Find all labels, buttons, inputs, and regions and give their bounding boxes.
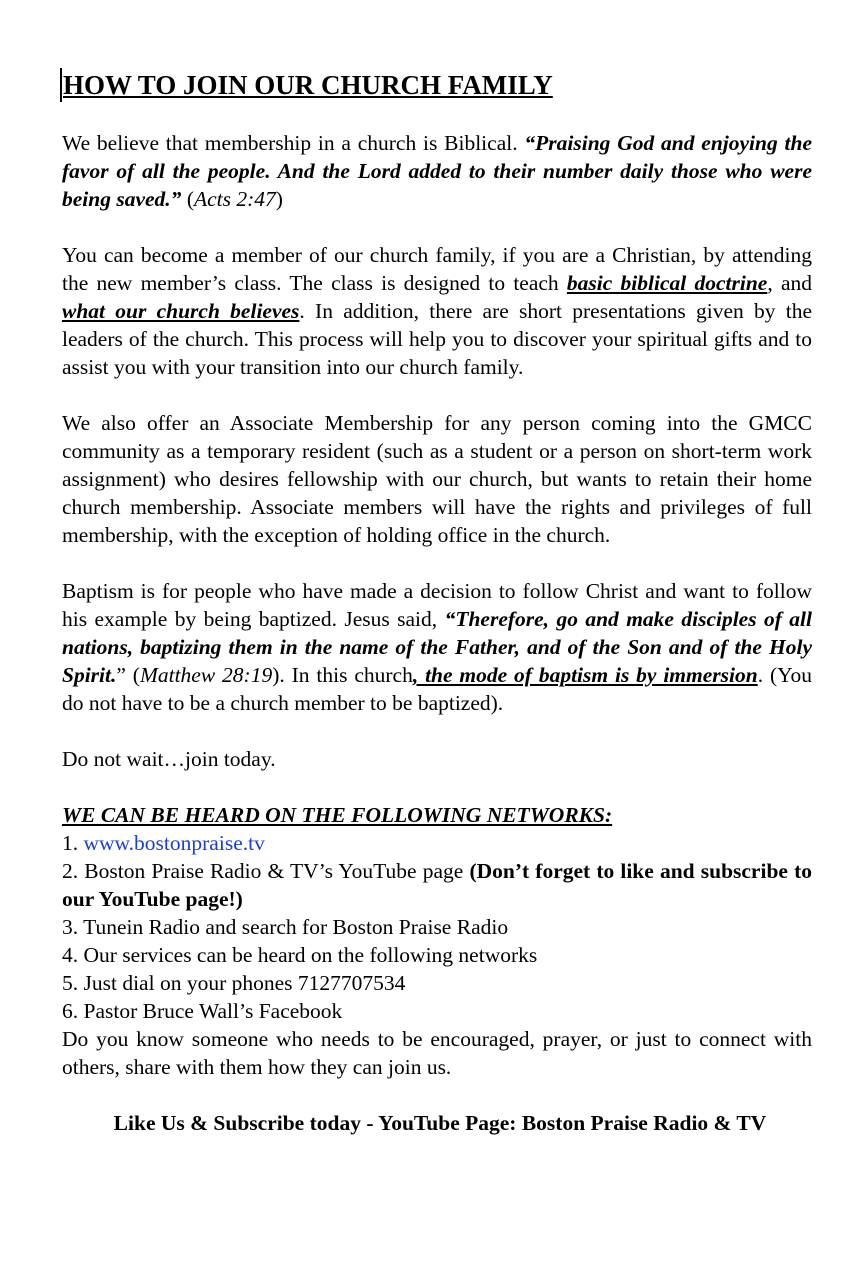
p1-ref-open: (: [181, 187, 194, 211]
network-item-5: 5. Just dial on your phones 7127707534: [62, 971, 406, 995]
p1-intro: We believe that membership in a church is Biblical.: [62, 131, 525, 155]
networks-closing: Do you know someone who needs to be encouraged, prayer, or just to connect with others, share with them how they can join us.: [62, 1027, 812, 1079]
network-item-3: 3. Tunein Radio and search for Boston Praise Radio: [62, 915, 509, 939]
footer-callout: Like Us & Subscribe today - YouTube Page: Boston Praise Radio & TV: [113, 1111, 767, 1135]
network-item-4: 4. Our services can be heard on the following networks: [62, 943, 538, 967]
p1-ref-close: ): [275, 187, 283, 211]
paragraph-join-today: Do not wait…join today.: [62, 747, 276, 771]
paragraph-membership-biblical: [62, 129, 812, 213]
network-item-6: 6. Pastor Bruce Wall’s Facebook: [62, 999, 343, 1023]
page-title: HOW TO JOIN OUR CHURCH FAMILY: [60, 68, 553, 102]
p2-basic-doctrine: basic biblical doctrine: [566, 271, 768, 295]
networks-list: [62, 829, 812, 1081]
p4-text-2: ). In this church: [272, 663, 413, 687]
p2-what-we-believe: what our church believes: [62, 299, 300, 323]
p4-text-3: . (You do not have to be a church member to be baptized).: [62, 663, 812, 715]
paragraph-new-member-class: [62, 241, 812, 381]
p4-mode-of-baptism: , the mode of baptism is by immersion: [412, 663, 758, 687]
website-link[interactable]: www.bostonpraise.tv: [83, 831, 265, 855]
p2-text-3: . In addition, there are short presentations given by the leaders of the church. This process will help you to discover your spiritual gifts and to assist you with your transition into our church family.: [62, 299, 813, 379]
network-item-1-number: 1.: [62, 831, 84, 855]
p2-text-1: You can become a member of our church family, if you are a Christian, by attending the new member’s class. The class is designed to teach: [62, 243, 812, 295]
p4-quote-end: ” (: [116, 663, 140, 687]
network-item-2-text: 2. Boston Praise Radio & TV’s YouTube page: [62, 859, 470, 883]
p1-scripture-ref: Acts 2:47: [193, 187, 276, 211]
network-item-2-bold: (Don’t forget to like and subscribe to our YouTube page!): [62, 859, 812, 911]
paragraph-associate-membership: We also offer an Associate Membership for any person coming into the GMCC community as a temporary resident (such as a student or a person on short-term work assignment) who desires fellowship with our church, but wants to retain their home church membership. Associate members will have the rights and privileges of full membership, with the exception of holding office in the church.: [62, 411, 812, 547]
p4-scripture-quote: “Therefore, go and make disciples of all nations, baptizing them in the name of the Father, and of the Son and of the Holy Spirit.: [62, 607, 812, 687]
p2-text-2: , and: [767, 271, 813, 295]
p1-scripture-quote: “Praising God and enjoying the favor of all the people. And the Lord added to their number daily those who were being saved.”: [62, 131, 812, 211]
p4-scripture-ref: Matthew 28:19: [139, 663, 273, 687]
networks-heading: WE CAN BE HEARD ON THE FOLLOWING NETWORKS:: [62, 803, 613, 827]
network-item-2: [62, 857, 812, 913]
network-item-1: [62, 829, 812, 857]
p4-text-1: Baptism is for people who have made a decision to follow Christ and want to follow his example by being baptized. Jesus said,: [62, 579, 812, 631]
paragraph-baptism: [62, 577, 812, 717]
